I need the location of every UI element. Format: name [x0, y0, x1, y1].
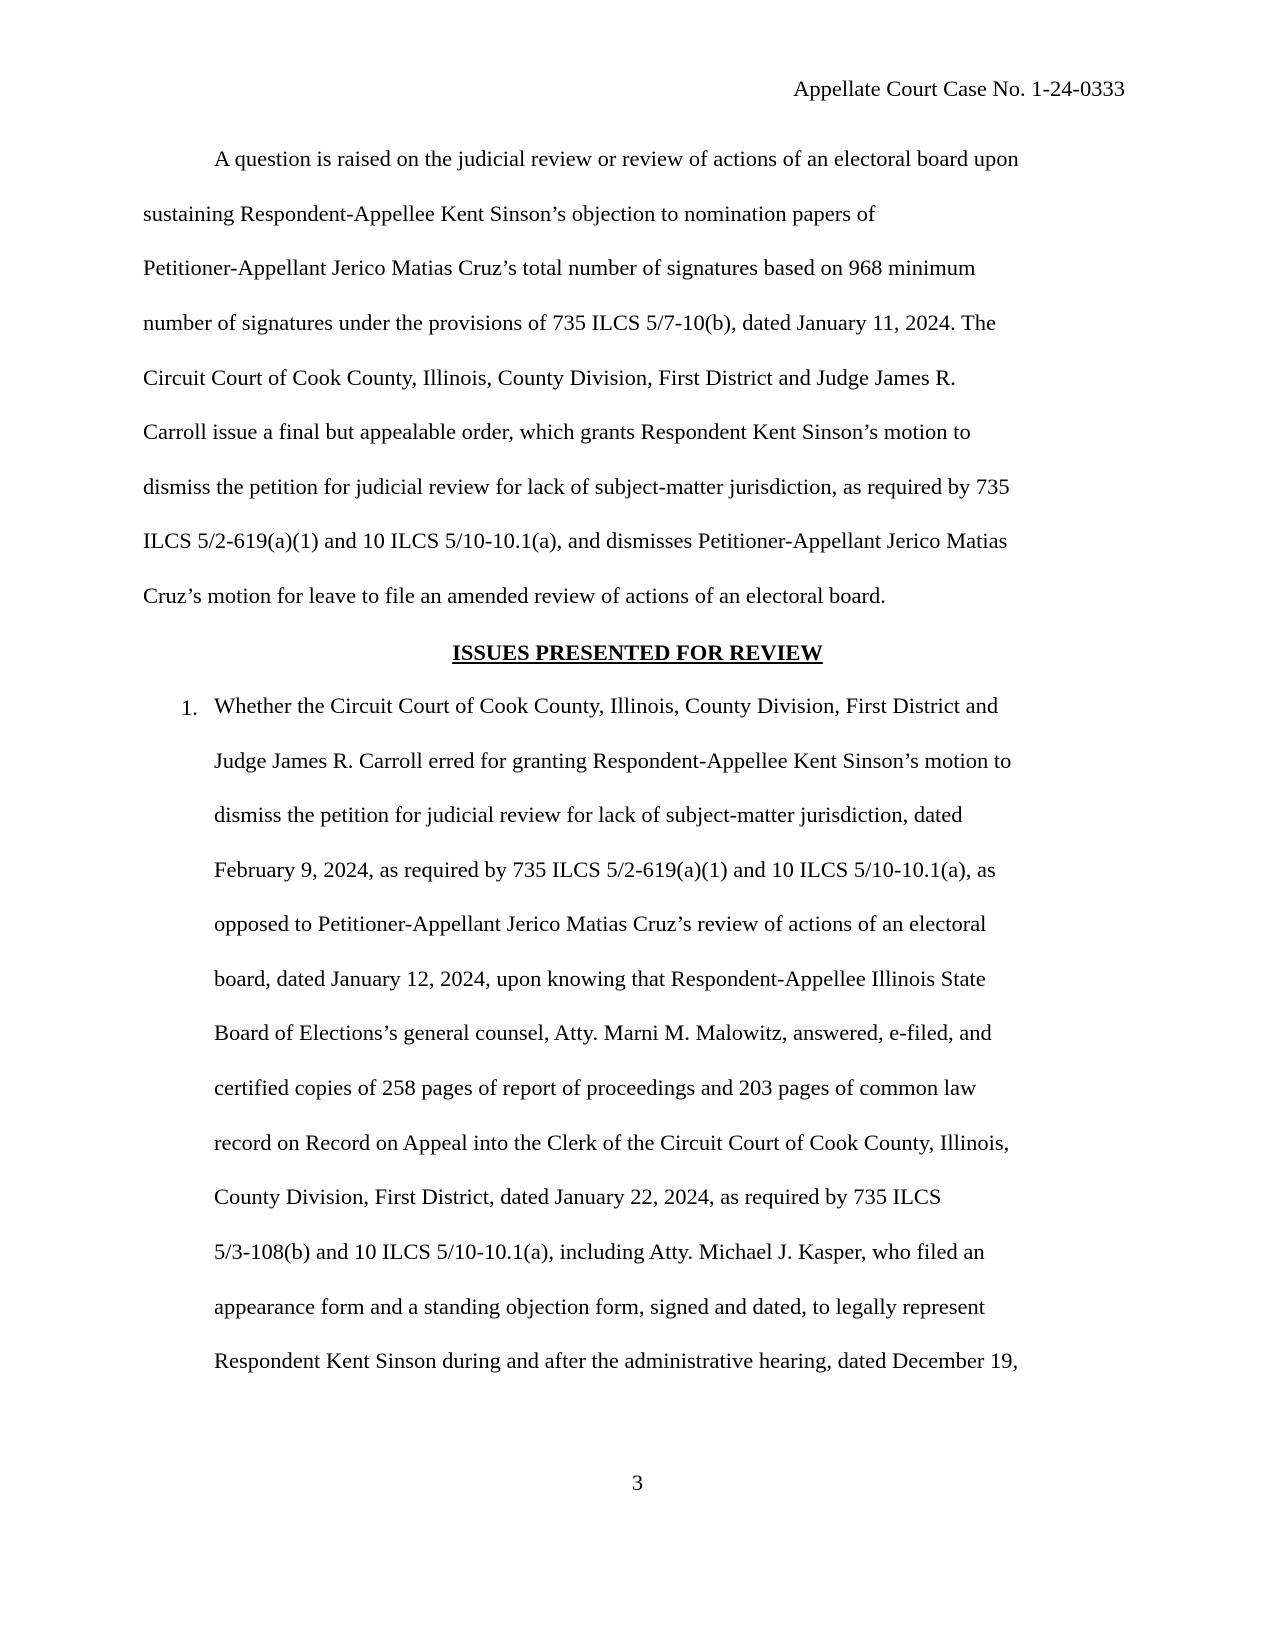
- issue-line: Respondent Kent Sinson during and after the administrative hearing, dated December 19,: [214, 1348, 1019, 1373]
- paragraph-line: A question is raised on the judicial review or review of actions of an electoral board upon: [214, 146, 1019, 171]
- issue-line: appearance form and a standing objection form, signed and dated, to legally represent: [214, 1294, 985, 1319]
- issue-line: dismiss the petition for judicial review for lack of subject-matter jurisdiction, dated: [214, 802, 963, 827]
- issue-line: Judge James R. Carroll erred for granting Respondent-Appellee Kent Sinson’s motion to: [214, 748, 1012, 773]
- issue-line: board, dated January 12, 2024, upon knowing that Respondent-Appellee Illinois State: [214, 966, 986, 991]
- paragraph-line: Circuit Court of Cook County, Illinois, County Division, First District and Judge James R.: [143, 365, 956, 390]
- paragraph-line: dismiss the petition for judicial review for lack of subject-matter jurisdiction, as required by 735: [143, 474, 1010, 499]
- issue-line: February 9, 2024, as required by 735 ILCS 5/2-619(a)(1) and 10 ILCS 5/10-10.1(a), as: [214, 857, 996, 882]
- issue-line: Whether the Circuit Court of Cook County, Illinois, County Division, First District and: [214, 693, 999, 718]
- page-number: 3: [631, 1470, 644, 1495]
- issue-line: 5/3-108(b) and 10 ILCS 5/10-10.1(a), including Atty. Michael J. Kasper, who filed an: [214, 1239, 985, 1264]
- issue-line: record on Record on Appeal into the Clerk of the Circuit Court of Cook County, Illinois,: [214, 1130, 1010, 1155]
- case-number-header: Appellate Court Case No. 1-24-0333: [793, 76, 1125, 101]
- issue-line: certified copies of 258 pages of report of proceedings and 203 pages of common law: [214, 1075, 977, 1100]
- list-item-number: 1.: [181, 695, 198, 720]
- paragraph-line: ILCS 5/2-619(a)(1) and 10 ILCS 5/10-10.1(a), and dismisses Petitioner-Appellant Jerico Matias: [143, 528, 1008, 553]
- paragraph-line: Petitioner-Appellant Jerico Matias Cruz’s total number of signatures based on 968 minimum: [143, 255, 976, 280]
- section-heading: ISSUES PRESENTED FOR REVIEW: [452, 640, 823, 665]
- paragraph-line: Cruz’s motion for leave to file an amended review of actions of an electoral board.: [143, 583, 886, 608]
- issue-line: opposed to Petitioner-Appellant Jerico Matias Cruz’s review of actions of an electoral: [214, 911, 987, 936]
- paragraph-line: number of signatures under the provisions of 735 ILCS 5/7-10(b), dated January 11, 2024. The: [143, 310, 996, 335]
- issue-line: Board of Elections’s general counsel, Atty. Marni M. Malowitz, answered, e-filed, and: [214, 1020, 992, 1045]
- paragraph-line: sustaining Respondent-Appellee Kent Sinson’s objection to nomination papers of: [143, 201, 876, 226]
- issue-line: County Division, First District, dated January 22, 2024, as required by 735 ILCS: [214, 1184, 942, 1209]
- paragraph-line: Carroll issue a final but appealable order, which grants Respondent Kent Sinson’s motion to: [143, 419, 971, 444]
